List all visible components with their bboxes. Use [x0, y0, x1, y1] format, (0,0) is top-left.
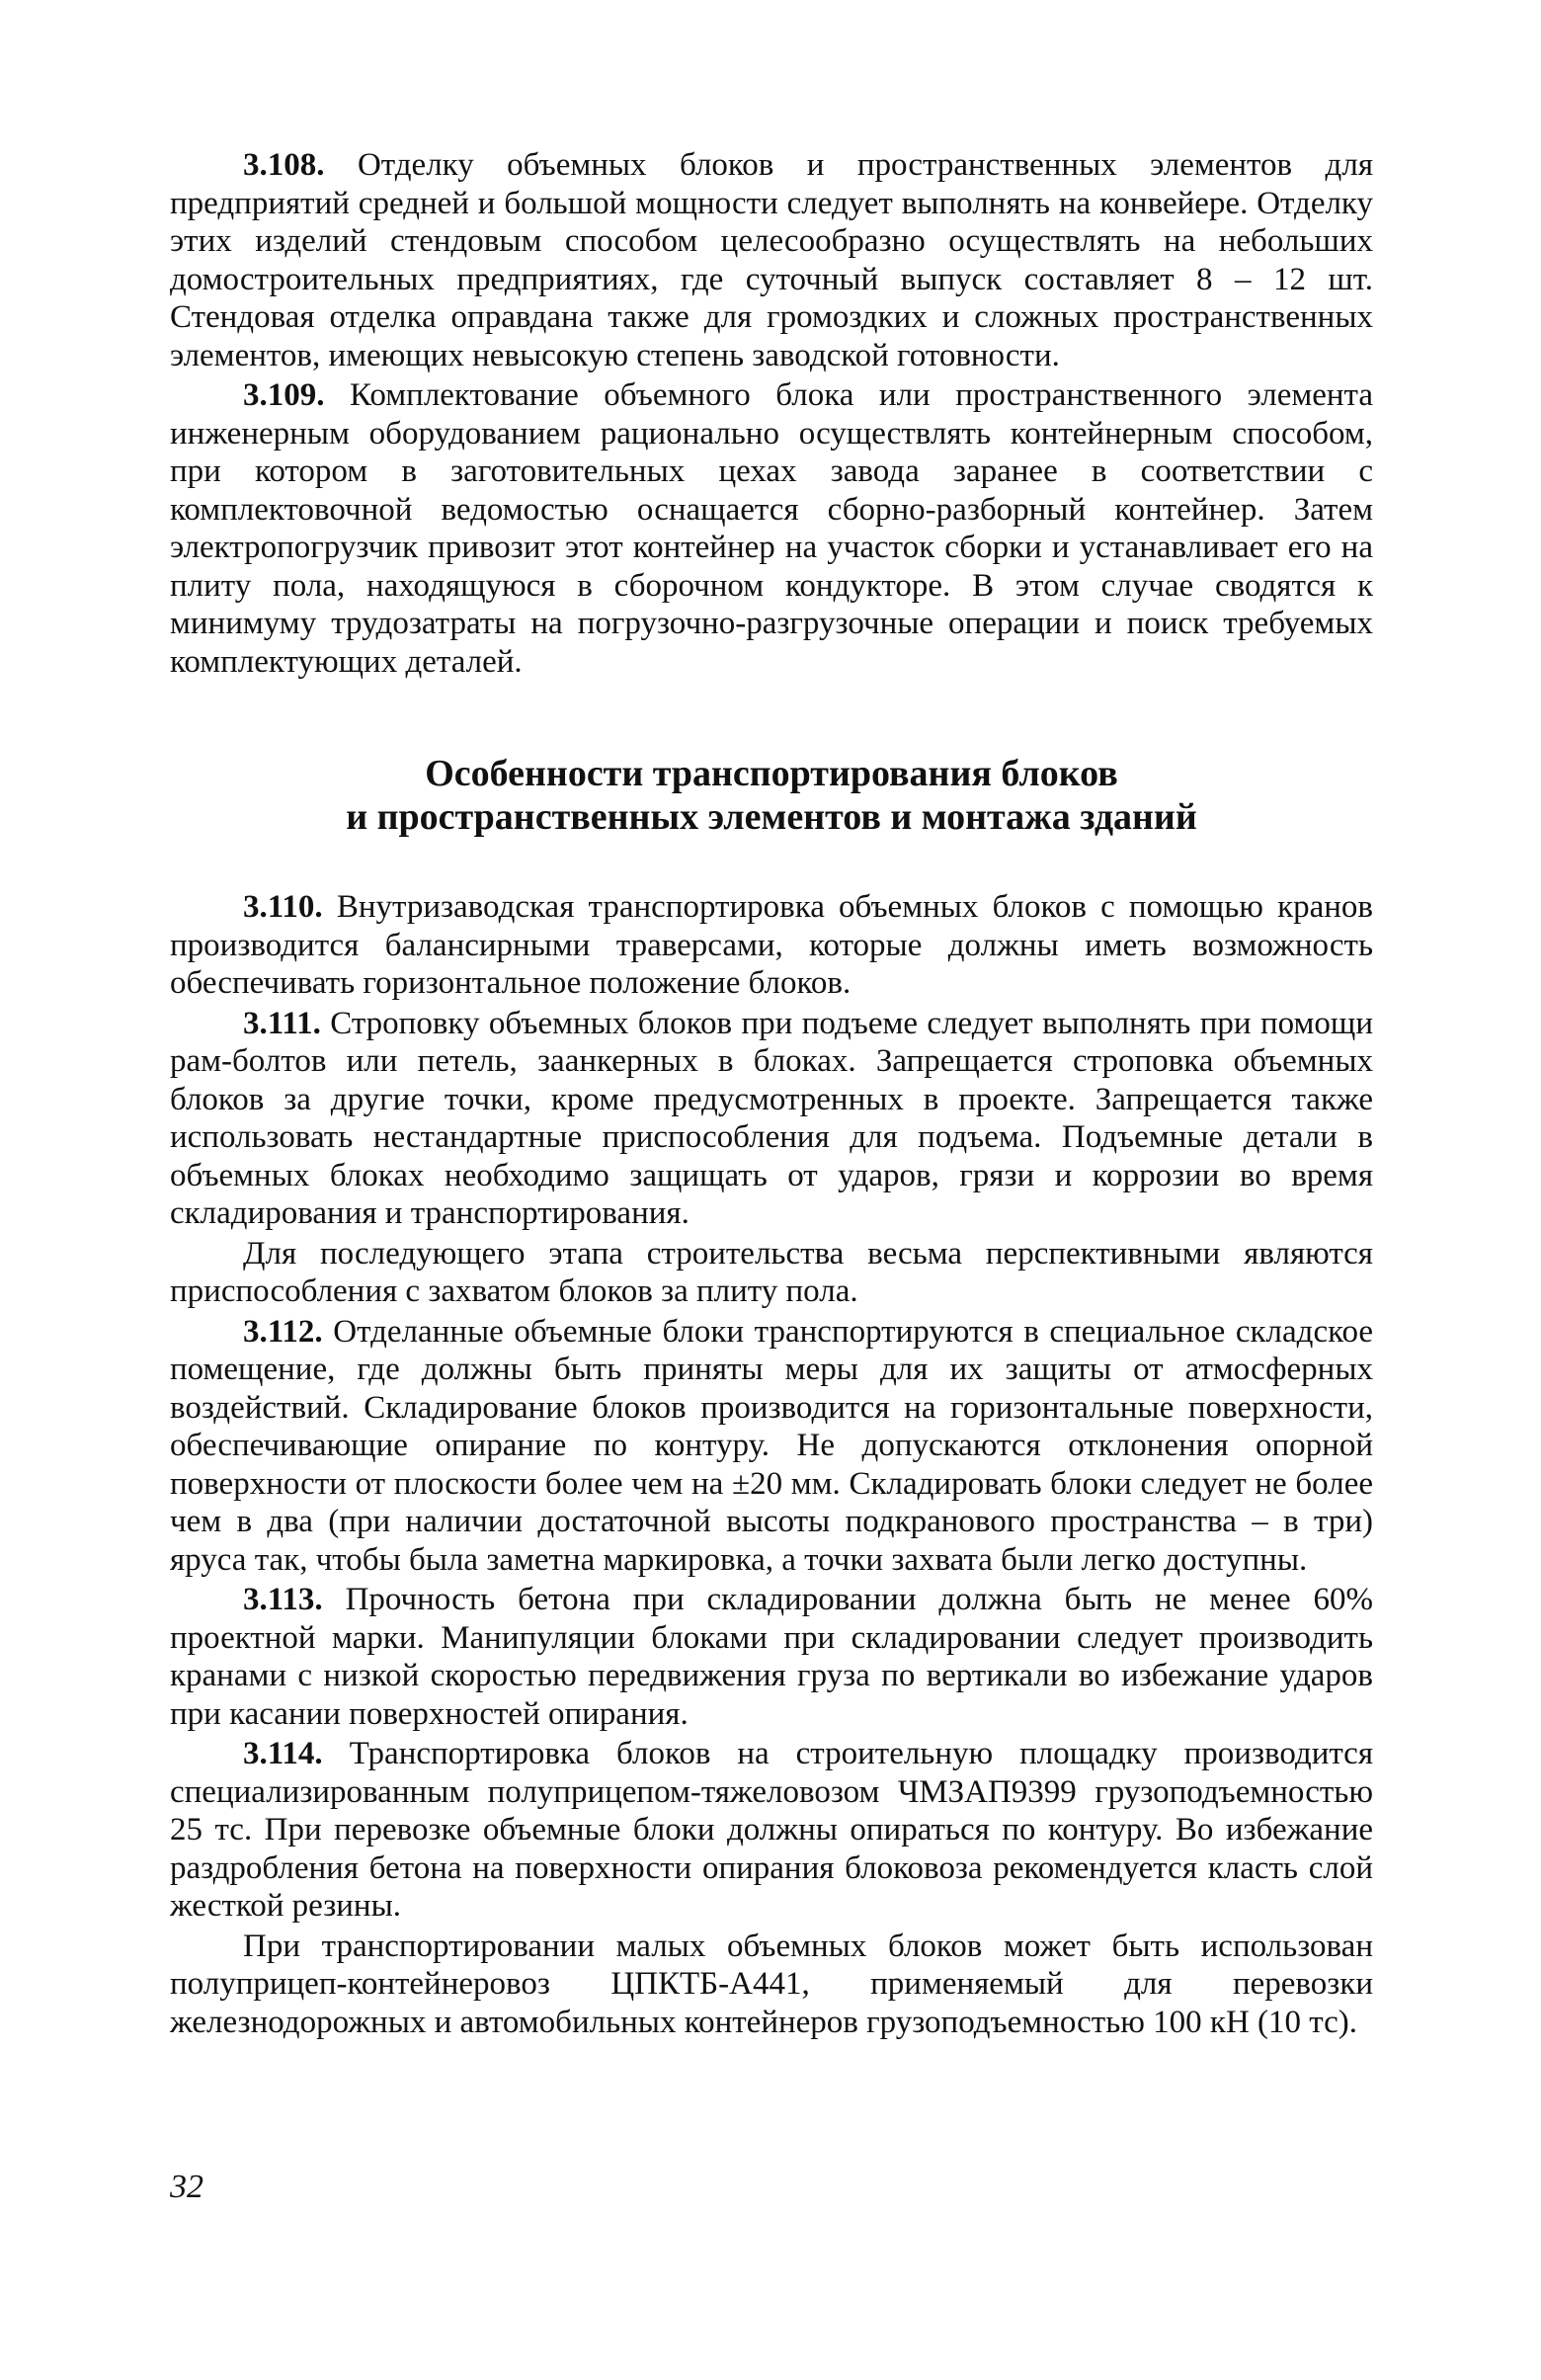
paragraph-text: Комплектование объемного блока или пространственного элемента инженерным оборудованием рационально осуществлять контейнерным способом, при котором в заготовительных цехах завода заранее в соответствии с комплектовочной ведомостью оснащается сборно-разборный контейнер. Затем электропогрузчик привозит этот контейнер на участок сборки и устанавливает его на плиту пола, находящуюся в сборочном кондукторе. В этом случае сводятся к минимуму трудозатраты на погрузочно-разгрузочные операции и поиск требуемых комплектующих деталей.: [170, 377, 1373, 680]
paragraph-number: 3.114.: [243, 1736, 323, 1771]
paragraph-3-109: [170, 376, 1373, 681]
paragraph-text: Строповку объемных блоков при подъеме следует выполнять при помощи рам-болтов или петель, заанкерных в блоках. Запрещается строповка объемных блоков за другие точки, кроме предусмотренных в проекте. Запрещается также использовать нестандартные приспособления для подъема. Подъемные детали в объемных блоках необходимо защищать от ударов, грязи и коррозии во время складирования и транспортирования.: [170, 1005, 1373, 1231]
paragraph-text: Для последующего этапа строительства весьма перспективными являются приспособления с захватом блоков за плиту пола.: [170, 1235, 1373, 1309]
paragraph-text: Транспортировка блоков на строительную площадку производится специализированным полуприцепом-тяжеловозом ЧМЗАП9399 грузоподъемностью 25 тс. При перевозке объемные блоки должны опираться по контуру. Во избежание раздробления бетона на поверхности опирания блоковоза рекомендуется класть слой жесткой резины.: [170, 1736, 1373, 1924]
paragraph-text: Прочность бетона при складировании должна быть не менее 60% проектной марки. Манипуляции блоками при складировании следует производить кранами с низкой скоростью передвижения груза по вертикали во избежание ударов при касании поверхностей опирания.: [170, 1582, 1374, 1732]
paragraph-number: 3.111.: [243, 1005, 321, 1041]
page-content: [170, 146, 1373, 2041]
paragraph-unnumbered-2: [170, 1928, 1373, 2042]
paragraph-text: Внутризаводская транспортировка объемных блоков с помощью кранов производится балансирными траверсами, которые должны иметь возможность обеспечивать горизонтальное положение блоков.: [170, 889, 1373, 1001]
paragraph-3-112: [170, 1313, 1373, 1580]
section-heading-line-2: и пространственных элементов и монтажа зданий: [346, 796, 1197, 838]
paragraph-number: 3.108.: [243, 147, 325, 183]
paragraph-3-114: [170, 1735, 1373, 1926]
paragraph-3-111: [170, 1005, 1373, 1233]
paragraph-3-108: [170, 146, 1373, 374]
paragraph-text: Отделку объемных блоков и пространственных элементов для предприятий средней и большой мощности следует выполнять на конвейере. Отделку этих изделий стендовым способом целесообразно осуществлять на небольших домостроительных предприятиях, где суточный выпуск составляет 8 – 12 шт. Стендовая отделка оправдана также для громоздких и сложных пространственных элементов, имеющих невысокую степень заводской готовности.: [170, 147, 1373, 373]
paragraph-text: При транспортировании малых объемных блоков может быть использован полуприцеп-контейнеровоз ЦПКТБ-А441, применяемый для перевозки железнодорожных и автомобильных контейнеров грузоподъемностью 100 кН (10 тс).: [170, 1928, 1373, 2040]
paragraph-number: 3.113.: [243, 1582, 323, 1617]
paragraph-3-113: [170, 1581, 1373, 1733]
paragraph-3-110: [170, 888, 1373, 1003]
section-heading: [170, 752, 1373, 839]
paragraph-unnumbered-1: [170, 1235, 1373, 1311]
paragraph-text: Отделанные объемные блоки транспортируются в специальное складское помещение, где должны быть приняты меры для их защиты от атмосферных воздействий. Складирование блоков производится на горизонтальные поверхности, обеспечивающие опирание по контуру. Не допускаются отклонения опорной поверхности от плоскости более чем на ±20 мм. Складировать блоки следует не более чем в два (при наличии достаточной высоты подкранового пространства – в три) яруса так, чтобы была заметна маркировка, а точки захвата были легко доступны.: [170, 1313, 1374, 1578]
section-heading-line-1: Особенности транспортирования блоков: [425, 753, 1118, 794]
paragraph-number: 3.112.: [243, 1313, 323, 1350]
page-number: 32: [170, 2169, 203, 2205]
paragraph-number: 3.110.: [243, 889, 323, 925]
paragraph-number: 3.109.: [243, 377, 325, 413]
